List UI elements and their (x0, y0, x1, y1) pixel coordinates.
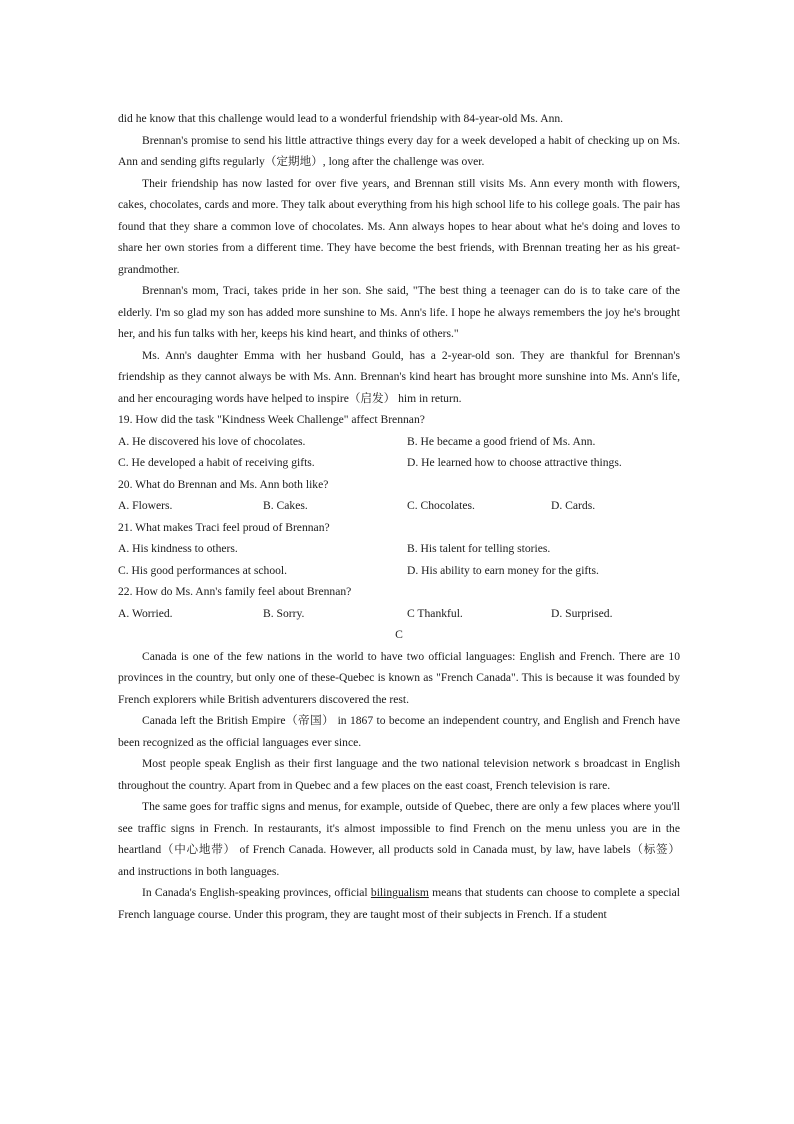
question-19-option-b: B. He became a good friend of Ms. Ann. (407, 434, 596, 448)
question-21-option-a: A. His kindness to others. (118, 542, 238, 555)
question-22-options (118, 603, 680, 625)
question-20-stem: 20. What do Brennan and Ms. Ann both like? (118, 477, 329, 491)
question-21-option-b: B. His talent for telling stories. (407, 542, 551, 555)
question-22-option-b: B. Sorry. (263, 606, 305, 620)
passage-b-paragraph-4: Ms. Ann's daughter Emma with her husband Gould, has a 2-year-old son. They are thankful for Brennan's friendship as they cannot always be with Ms. Ann. Brennan's kind heart has brought more sunshine into Ms. Ann's life, and her encouraging words have helped to inspire（启发） him in return. (118, 348, 680, 405)
passage-c-paragraph-2: Canada left the British Empire（帝国） in 1867 to become an independent country, and English and French have been recognized as the official languages ever since. (118, 714, 680, 749)
question-20-options (118, 495, 680, 517)
passage-b-paragraph-3: Brennan's mom, Traci, takes pride in her son. She said, "The best thing a teenager can do is to take care of the elderly. I'm so glad my son has added more sunshine to Ms. Ann's life. I hope he always remembers the joy he's brought her, and his fun talks with her, keeps his kind heart, and thinks of others." (118, 284, 680, 340)
question-20-option-c: C. Chocolates. (407, 499, 475, 512)
passage-b-paragraph-2: Their friendship has now lasted for over five years, and Brennan still visits Ms. Ann every month with flowers, cakes, chocolates, cards and more. They talk about everything from his high school life to his college goals. The pair has found that they share a common love of chocolates. Ms. Ann always hopes to hear about what he's doing and loves to share her own stories from a different time. They have become the best friends, with Brennan treating her as his great- grandmother. (118, 176, 680, 276)
passage-c-paragraph-3: Most people speak English as their first language and the two national television network s broadcast in English throughout the country. Apart from in Quebec and a few places on the east coast, French television is rare. (118, 757, 680, 792)
question-20-option-d: D. Cards. (551, 499, 596, 512)
question-21-option-c: C. His good performances at school. (118, 563, 288, 577)
question-22-option-d: D. Surprised. (551, 606, 613, 620)
document-page (118, 108, 680, 925)
underlined-word-bilingualism: bilingualism (370, 886, 429, 899)
question-19-option-d: D. He learned how to choose attractive things. (407, 456, 622, 469)
passage-c-paragraph-1: Canada is one of the few nations in the world to have two official languages: English and French. There are 10 provinces in the country, but only one of these-Quebec is known as "French Canada". This is because it was founded by French explorers while British adventurers discovered the rest. (118, 649, 680, 706)
question-22-option-a: A. Worried. (118, 606, 173, 620)
passage-c-paragraph-5-before: In Canada's English-speaking provinces, official (142, 886, 371, 899)
question-21-stem: 21. What makes Traci feel proud of Brennan? (118, 520, 330, 534)
passage-b-paragraph-0: did he know that this challenge would lead to a wonderful friendship with 84-year-old Ms. Ann. (118, 112, 564, 125)
question-21-option-d: D. His ability to earn money for the gifts. (407, 563, 599, 577)
passage-b-paragraph-1: Brennan's promise to send his little attractive things every day for a week developed a habit of checking up on Ms. Ann and sending gifts regularly（定期地）, long after the challenge was over. (118, 133, 680, 168)
question-20-option-a: A. Flowers. (118, 499, 173, 512)
question-19-options (118, 431, 680, 474)
question-22-option-c: C Thankful. (407, 606, 463, 620)
section-c-heading: C (395, 628, 403, 641)
question-22-stem: 22. How do Ms. Ann's family feel about Brennan? (118, 585, 352, 598)
passage-c-paragraph-4: The same goes for traffic signs and menus, for example, outside of Quebec, there are only a few places where you'll see traffic signs in French. In restaurants, it's almost impossible to find French on the menu unless you are in the heartland（中心地带） of French Canada. However, all products sold in Canada must, by law, have labels（标签） and instructions in both languages. (118, 800, 680, 878)
question-19-option-c: C. He developed a habit of receiving gifts. (118, 456, 315, 469)
question-21-options (118, 538, 680, 581)
passage-c-paragraph-5 (118, 882, 680, 925)
passage-c-paragraph-5-after: means that students can choose to complete a special French language course. Under this program, they are taught most of their subjects in French. If a student (118, 886, 681, 921)
question-19-option-a: A. He discovered his love of chocolates. (118, 434, 306, 448)
question-20-option-b: B. Cakes. (263, 499, 308, 512)
question-19-stem: 19. How did the task "Kindness Week Challenge" affect Brennan? (118, 413, 425, 426)
